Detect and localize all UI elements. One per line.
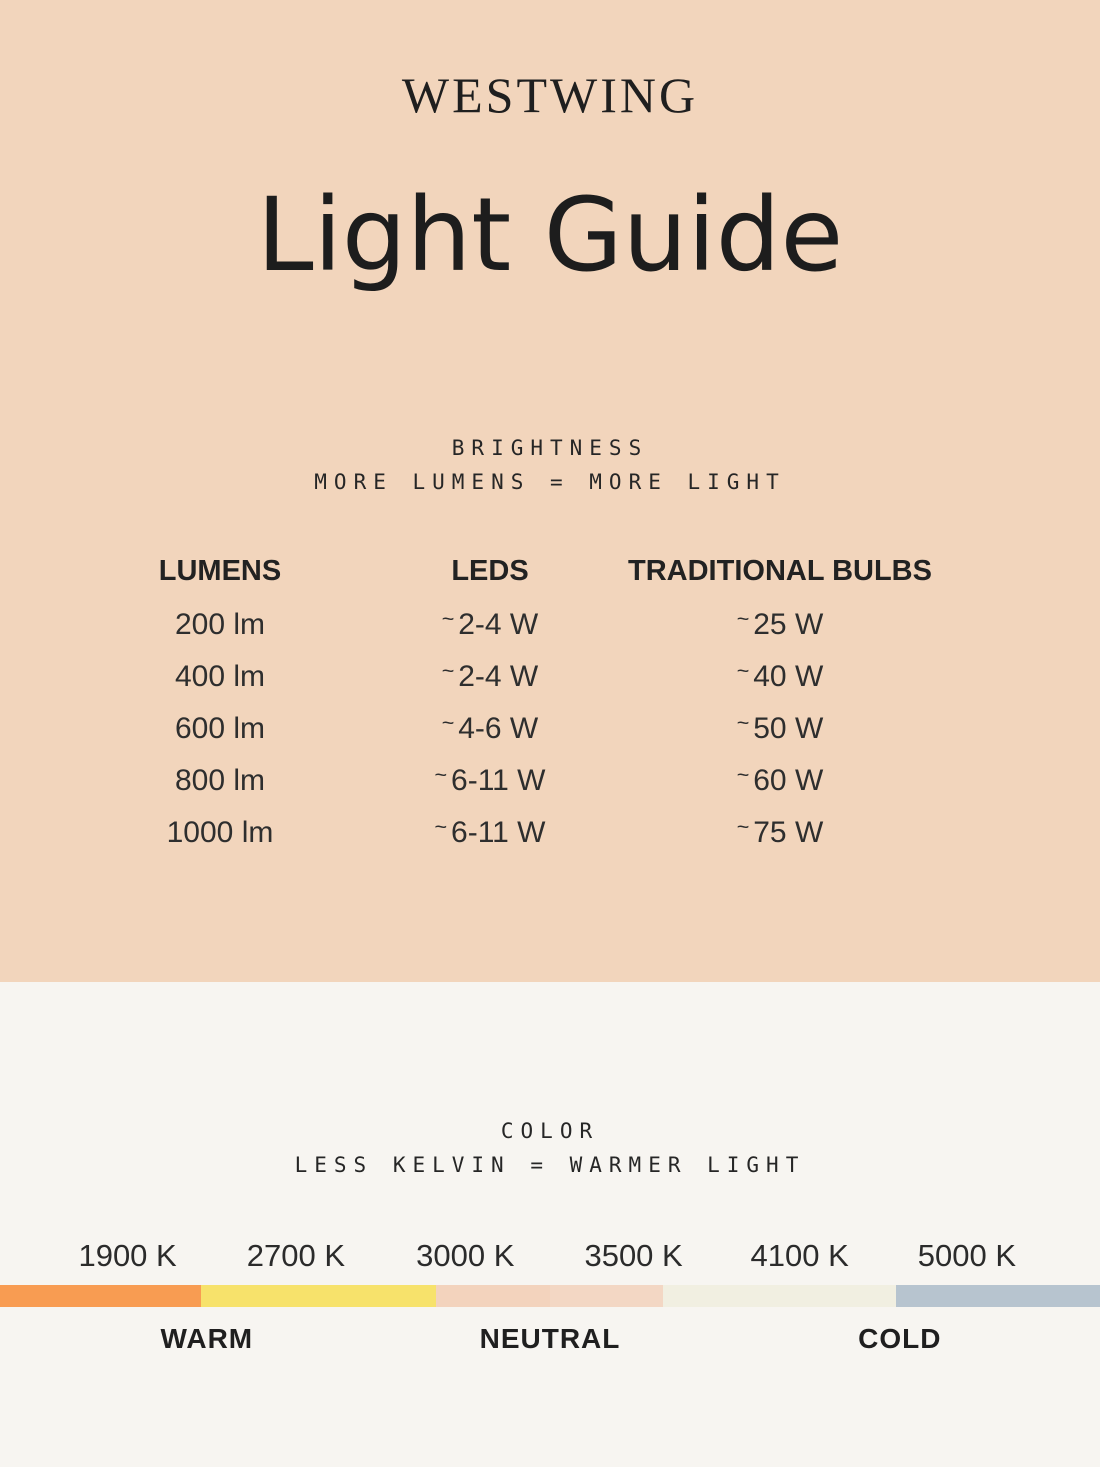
lumens-cell: 800 lm bbox=[174, 764, 266, 798]
color-section bbox=[0, 982, 1100, 1467]
table-header-traditional-bulbs: TRADITIONAL BULBS bbox=[628, 554, 932, 587]
color-segment bbox=[201, 1285, 435, 1307]
leds-cell bbox=[360, 657, 620, 694]
table-row bbox=[80, 807, 940, 859]
table-row bbox=[80, 651, 940, 703]
leds-value: 2-4 W bbox=[458, 660, 539, 694]
approx-symbol: ~ bbox=[441, 657, 455, 683]
table-header-lumens: LUMENS bbox=[158, 554, 282, 587]
leds-value: 6-11 W bbox=[451, 816, 546, 850]
color-segment bbox=[896, 1285, 1100, 1307]
color-segment bbox=[663, 1285, 896, 1307]
approx-symbol: ~ bbox=[736, 761, 750, 787]
bulbs-cell bbox=[620, 761, 940, 798]
leds-cell bbox=[360, 709, 620, 746]
leds-value: 6-11 W bbox=[451, 764, 546, 798]
leds-value: 2-4 W bbox=[458, 608, 539, 642]
table-row bbox=[80, 755, 940, 807]
color-segment bbox=[550, 1285, 663, 1307]
bulbs-value: 50 W bbox=[753, 712, 824, 746]
bulbs-value: 75 W bbox=[753, 816, 824, 850]
approx-symbol: ~ bbox=[736, 709, 750, 735]
brightness-heading: BRIGHTNESS bbox=[451, 436, 649, 461]
neutral-label: NEUTRAL bbox=[479, 1323, 621, 1354]
lumens-cell: 200 lm bbox=[174, 608, 266, 642]
warm-label: WARM bbox=[160, 1323, 254, 1354]
table-header-leds: LEDS bbox=[451, 554, 529, 587]
bulbs-value: 25 W bbox=[753, 608, 824, 642]
approx-symbol: ~ bbox=[434, 813, 448, 839]
bulbs-cell bbox=[620, 709, 940, 746]
bulbs-cell bbox=[620, 813, 940, 850]
table-row bbox=[80, 599, 940, 651]
brightness-subheading: MORE LUMENS = MORE LIGHT bbox=[314, 470, 786, 495]
lumens-cell: 1000 lm bbox=[166, 816, 274, 850]
color-segment bbox=[0, 1285, 201, 1307]
table-header-row bbox=[80, 551, 940, 591]
cold-label: COLD bbox=[858, 1323, 942, 1354]
page-title: Light Guide bbox=[256, 176, 844, 295]
color-segment bbox=[436, 1285, 550, 1307]
leds-cell bbox=[360, 605, 620, 642]
leds-cell bbox=[360, 813, 620, 850]
bulbs-value: 60 W bbox=[753, 764, 824, 798]
brand-logo: WESTWING bbox=[401, 67, 699, 123]
kelvin-label: 5000 K bbox=[917, 1238, 1017, 1273]
bulbs-value: 40 W bbox=[753, 660, 824, 694]
lumens-cell: 400 lm bbox=[174, 660, 266, 694]
kelvin-label: 3000 K bbox=[416, 1238, 515, 1273]
approx-symbol: ~ bbox=[441, 709, 455, 735]
kelvin-label: 3500 K bbox=[584, 1238, 683, 1273]
leds-value: 4-6 W bbox=[458, 712, 539, 746]
color-heading: COLOR bbox=[500, 1119, 600, 1143]
approx-symbol: ~ bbox=[736, 813, 750, 839]
kelvin-scale bbox=[0, 1238, 1100, 1273]
table-row bbox=[80, 703, 940, 755]
temperature-labels bbox=[0, 1323, 1100, 1355]
color-temperature-bar bbox=[0, 1285, 1100, 1307]
lumens-table bbox=[80, 551, 940, 859]
kelvin-label: 4100 K bbox=[750, 1238, 849, 1273]
kelvin-label: 1900 K bbox=[78, 1238, 177, 1273]
color-subheading: LESS KELVIN = WARMER LIGHT bbox=[294, 1153, 806, 1177]
bulbs-cell bbox=[620, 605, 940, 642]
approx-symbol: ~ bbox=[434, 761, 448, 787]
leds-cell bbox=[360, 761, 620, 798]
kelvin-label: 2700 K bbox=[246, 1238, 346, 1273]
approx-symbol: ~ bbox=[441, 605, 455, 631]
approx-symbol: ~ bbox=[736, 605, 750, 631]
approx-symbol: ~ bbox=[736, 657, 750, 683]
bulbs-cell bbox=[620, 657, 940, 694]
lumens-cell: 600 lm bbox=[174, 712, 266, 746]
